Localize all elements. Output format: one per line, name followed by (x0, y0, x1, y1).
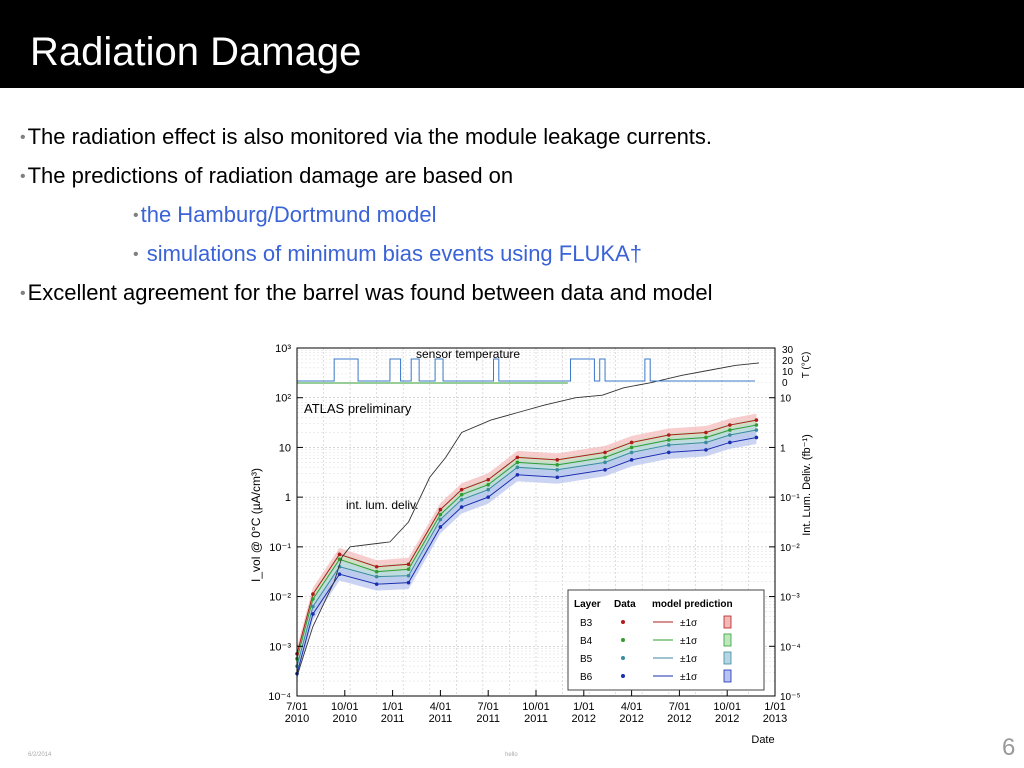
data-point-B5 (555, 468, 559, 472)
data-point-B4 (439, 513, 443, 517)
legend-header-data: Data (614, 599, 636, 610)
data-point-B4 (603, 456, 607, 460)
data-point-B3 (486, 478, 490, 482)
temp-axis-label: T (°C) (801, 351, 812, 379)
x-tick-label: 10/01 (713, 701, 741, 713)
x-tick-label: 2011 (524, 713, 548, 725)
bullet-text: the Hamburg/Dortmund model (140, 202, 437, 227)
x-tick-label: 2012 (571, 713, 597, 725)
bullet-list (20, 118, 1010, 313)
x-tick-label: 2013 (762, 713, 788, 725)
x-tick-label: 1/01 (573, 701, 595, 713)
x-tick-label: 1/01 (764, 701, 786, 713)
bullet-text: The radiation effect is also monitored via the module leakage currents. (27, 124, 713, 149)
x-tick-label: 2012 (714, 713, 740, 725)
bullet-item (20, 118, 1010, 157)
data-point-B4 (667, 438, 671, 442)
sub-bullet-item (20, 235, 1010, 274)
temperature-trace (297, 359, 755, 383)
data-point-B4 (460, 493, 464, 497)
data-point-B3 (311, 592, 315, 596)
temp-tick-label: 30 (782, 345, 794, 356)
data-point-B3 (407, 562, 411, 566)
temp-tick-labels (782, 345, 794, 389)
data-point-B3 (375, 565, 379, 569)
chart-svg (240, 335, 813, 755)
data-point-B5 (728, 433, 732, 437)
data-point-B5 (460, 498, 464, 502)
data-point-B3 (460, 488, 464, 492)
x-tick-label: 2011 (428, 713, 453, 725)
y-right-tick-label: 10⁻⁴ (780, 642, 801, 654)
x-tick-labels (285, 690, 787, 725)
annotation-int-lumi: int. lum. deliv. (346, 498, 419, 512)
data-point-B3 (338, 553, 342, 557)
x-tick-label: 10/01 (331, 701, 359, 713)
legend-layer-B6: B6 (580, 672, 593, 683)
y-left-tick-label: 1 (284, 492, 291, 505)
legend-marker-B4 (621, 638, 625, 642)
x-tick-label: 1/01 (381, 701, 404, 713)
bullet-dot-icon: • (133, 246, 139, 263)
y-right-tick-label: 10 (780, 393, 792, 405)
y-right-tick-label: 10⁻³ (780, 592, 800, 604)
data-point-B3 (728, 423, 732, 427)
legend-band-B5 (724, 652, 731, 664)
data-point-B3 (439, 508, 443, 512)
bullet-text: simulations of minimum bias events using FLUKA† (140, 241, 642, 266)
temp-tick-label: 20 (782, 356, 794, 367)
chart-legend (568, 590, 764, 690)
legend-band-B6 (724, 670, 731, 682)
x-tick-label: 4/01 (620, 701, 643, 713)
data-point-B6 (338, 572, 342, 576)
data-point-B6 (755, 436, 759, 440)
x-tick-label: 2010 (284, 713, 310, 725)
legend-header-layer: Layer (574, 599, 601, 610)
legend-sigma-B6: ±1σ (680, 672, 698, 683)
x-tick-label: 2012 (667, 713, 692, 725)
data-point-B6 (704, 448, 708, 452)
data-point-B6 (311, 612, 315, 616)
slide-title: Radiation Damage (30, 30, 362, 74)
legend-sigma-B3: ±1σ (680, 618, 698, 629)
data-point-B6 (407, 581, 411, 585)
data-point-B6 (439, 525, 443, 529)
data-point-B6 (516, 473, 520, 477)
legend-sigma-B5: ±1σ (680, 654, 698, 665)
temp-tick-label: 10 (782, 367, 794, 378)
data-point-B3 (630, 441, 634, 445)
data-point-B5 (755, 428, 759, 432)
data-point-B4 (728, 428, 732, 432)
data-point-B5 (486, 488, 490, 492)
footer-date: 6/2/2014 (28, 752, 52, 758)
y-right-tick-labels (769, 394, 801, 703)
bullet-item (20, 157, 1010, 196)
data-point-B3 (516, 456, 520, 460)
x-tick-label: 2011 (380, 713, 405, 725)
data-point-B6 (728, 441, 732, 445)
x-tick-label: 2012 (619, 713, 644, 725)
legend-header-model: model prediction (652, 599, 733, 610)
data-point-B5 (375, 575, 379, 579)
data-point-B3 (603, 451, 607, 455)
sub-bullet-item (20, 196, 1010, 235)
data-point-B5 (439, 518, 443, 522)
bullet-text: Excellent agreement for the barrel was found between data and model (27, 280, 713, 305)
data-point-B6 (630, 458, 634, 462)
y-right-tick-label: 1 (780, 443, 786, 455)
data-point-B4 (555, 463, 559, 467)
x-axis-label: Date (751, 734, 775, 746)
bullet-text: The predictions of radiation damage are based on (27, 163, 514, 188)
legend-marker-B6 (621, 674, 625, 678)
data-point-B6 (667, 451, 671, 455)
data-point-B4 (704, 436, 708, 440)
y-left-tick-label: 10² (275, 392, 291, 405)
data-point-B5 (704, 441, 708, 445)
data-point-B3 (667, 433, 671, 437)
data-point-B3 (704, 431, 708, 435)
legend-layer-B4: B4 (580, 636, 593, 647)
data-point-B4 (516, 461, 520, 465)
legend-band-B4 (724, 634, 731, 646)
y-left-tick-label: 10⁻³ (269, 641, 291, 654)
data-point-B5 (407, 574, 411, 578)
temperature-line-blue (297, 359, 755, 381)
x-tick-label: 10/01 (522, 701, 550, 713)
data-point-B4 (486, 483, 490, 487)
leakage-current-chart (240, 335, 813, 755)
legend-layer-B3: B3 (580, 618, 593, 629)
bullet-dot-icon: • (133, 207, 139, 224)
data-point-B5 (516, 466, 520, 470)
bullet-item (20, 274, 1010, 313)
annotation-sensor-temperature: sensor temperature (416, 347, 521, 361)
y-left-tick-label: 10⁻¹ (269, 541, 291, 554)
y-left-axis-label: I_vol @ 0°C (µA/cm³) (249, 468, 263, 582)
data-point-B3 (555, 458, 559, 462)
data-point-B5 (311, 605, 315, 609)
x-tick-label: 7/01 (286, 701, 308, 713)
y-right-tick-label: 10⁻¹ (780, 493, 800, 505)
y-left-tick-label: 10⁻⁴ (268, 691, 291, 703)
y-left-tick-label: 10³ (275, 343, 291, 355)
data-point-B6 (460, 505, 464, 509)
data-point-B4 (311, 597, 315, 601)
legend-band-B3 (724, 616, 731, 628)
y-left-tick-label: 10⁻² (269, 591, 291, 604)
x-tick-label: 2011 (476, 713, 501, 725)
data-point-B3 (755, 418, 759, 422)
legend-marker-B3 (621, 620, 625, 624)
x-tick-label: 4/01 (429, 701, 452, 713)
x-tick-label: 2010 (332, 713, 358, 725)
data-point-B6 (555, 475, 559, 479)
legend-marker-B5 (621, 656, 625, 660)
data-point-B4 (407, 567, 411, 571)
x-tick-label: 7/01 (477, 701, 499, 713)
y-right-tick-label: 10⁻⁵ (780, 692, 801, 703)
data-point-B4 (630, 446, 634, 450)
data-point-B4 (375, 570, 379, 574)
data-point-B6 (375, 582, 379, 586)
temp-tick-label: 0 (782, 378, 788, 389)
bullet-dot-icon: • (20, 129, 26, 146)
y-left-tick-label: 10 (278, 442, 291, 455)
data-point-B5 (667, 443, 671, 447)
bullet-dot-icon: • (20, 168, 26, 185)
legend-layer-B5: B5 (580, 654, 593, 665)
footer-text: hello (505, 752, 518, 758)
annotation-atlas-preliminary: ATLAS preliminary (304, 401, 412, 416)
y-right-axis-label: Int. Lum. Deliv. (fb⁻¹) (801, 434, 813, 536)
bullet-dot-icon: • (20, 285, 26, 302)
legend-sigma-B4: ±1σ (680, 636, 698, 647)
data-point-B5 (630, 451, 634, 455)
data-point-B5 (603, 461, 607, 465)
data-point-B6 (486, 495, 490, 499)
data-point-B4 (755, 423, 759, 427)
title-bar (0, 0, 1024, 88)
y-right-tick-label: 10⁻² (780, 542, 800, 554)
page-number: 6 (1002, 734, 1016, 761)
data-point-B6 (603, 468, 607, 472)
x-tick-label: 7/01 (668, 701, 691, 713)
